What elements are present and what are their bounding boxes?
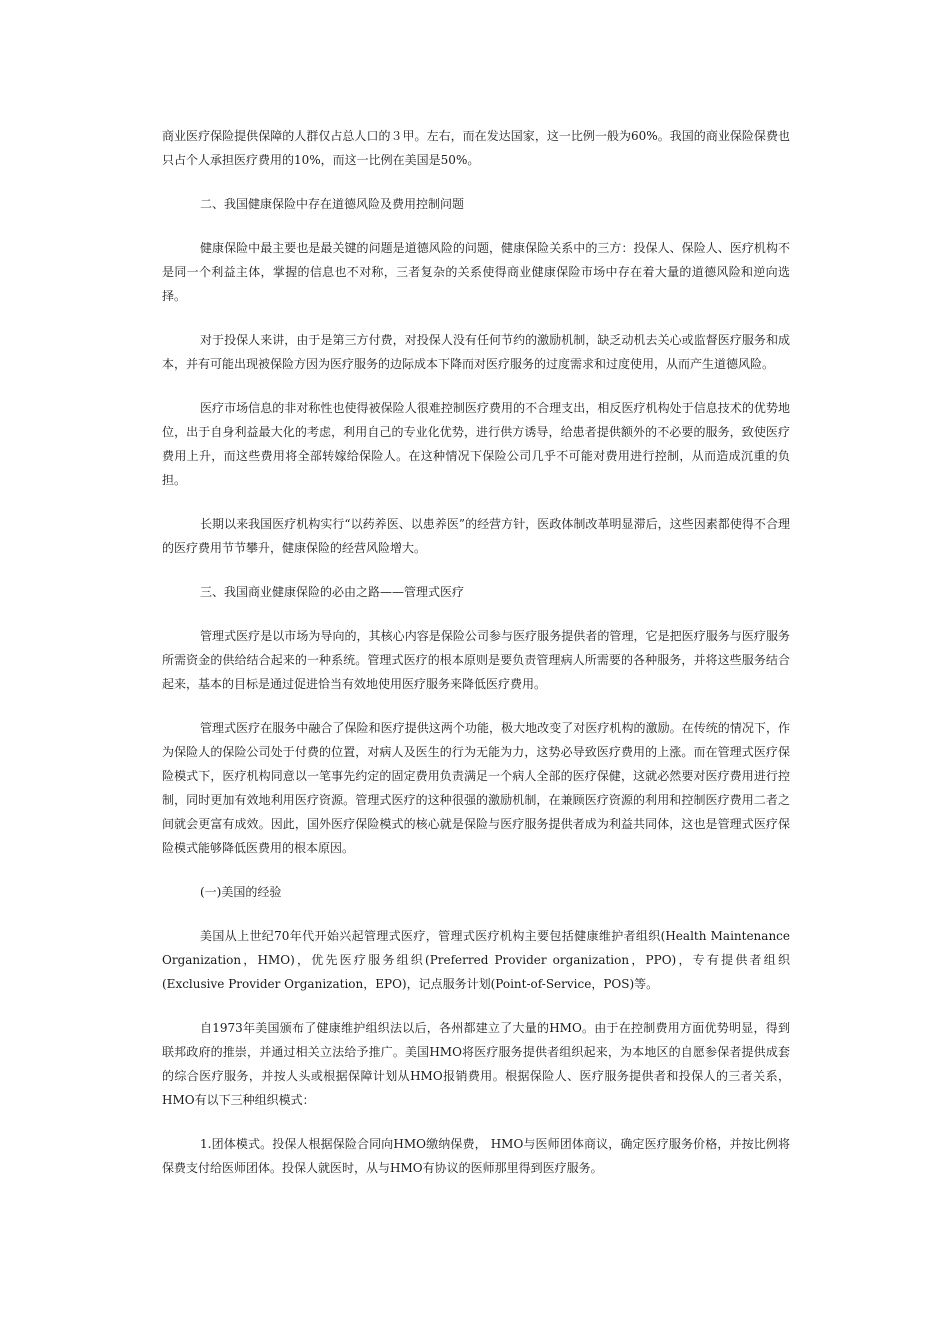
- section-heading-two: 二、我国健康保险中存在道德风险及费用控制问题: [200, 197, 465, 211]
- paragraph: 1.团体模式。投保人根据保险合同向HMO缴纳保费， HMO与医师团体商议，确定医疗服务价格，并按比例将保费支付给医师团体。投保人就医时，从与HMO有协议的医师那里得到医疗服务。: [162, 1137, 790, 1175]
- paragraph: 医疗市场信息的非对称性也使得被保险人很难控制医疗费用的不合理支出，相反医疗机构处于信息技术的优势地位，出于自身利益最大化的考虑，利用自己的专业化优势，进行供方诱导，给患者提供额外的不必要的服务，致使医疗费用上升，而这些费用将全部转嫁给保险人。在这种情况下保险公司几乎不可能对费用进行控制，从而造成沉重的负担。: [162, 401, 790, 487]
- paragraph: 自1973年美国颁布了健康维护组织法以后，各州都建立了大量的HMO。由于在控制费用方面优势明显，得到联邦政府的推崇，并通过相关立法给予推广。美国HMO将医疗服务提供者组织起来，为本地区的自愿参保者提供成套的综合医疗服务，并按人头或根据保障计划从HMO报销费用。根据保险人、医疗服务提供者和投保人的三者关系，HMO有以下三种组织模式：: [162, 1021, 790, 1107]
- paragraph: 健康保险中最主要也是最关键的问题是道德风险的问题，健康保险关系中的三方：投保人、保险人、医疗机构不是同一个利益主体，掌握的信息也不对称，三者复杂的关系使得商业健康保险市场中存在着大量的道德风险和逆向选择。: [162, 241, 790, 303]
- paragraph: 对于投保人来讲，由于是第三方付费，对投保人没有任何节约的激励机制，缺乏动机去关心或监督医疗服务和成本，并有可能出现被保险方因为医疗服务的边际成本下降而对医疗服务的过度需求和过度使用，从而产生道德风险。: [162, 333, 790, 371]
- paragraph-intro: 商业医疗保险提供保障的人群仅占总人口的３甲。左右，而在发达国家，这一比例一般为60%。我国的商业保险保费也只占个人承担医疗费用的10%，而这一比例在美国是50%。: [162, 129, 790, 167]
- paragraph: 美国从上世纪70年代开始兴起管理式医疗，管理式医疗机构主要包括健康维护者组织(Health Maintenance Organization，HMO)，优先医疗服务组织(Preferred Provider organization，PPO)，专有提供者组织(Exclusive Provider Organization，EPO)，记点服务计划(Point-of-Service，POS)等。: [162, 929, 790, 991]
- paragraph: 管理式医疗在服务中融合了保险和医疗提供这两个功能，极大地改变了对医疗机构的激励。在传统的情况下，作为保险人的保险公司处于付费的位置，对病人及医生的行为无能为力，这势必导致医疗费用的上涨。而在管理式医疗保险模式下，医疗机构同意以一笔事先约定的固定费用负责满足一个病人全部的医疗保健，这就必然要对医疗费用进行控制，同时更加有效地利用医疗资源。管理式医疗的这种很强的激励机制，在兼顾医疗资源的利用和控制医疗费用二者之间就会更富有成效。因此，国外医疗保险模式的核心就是保险与医疗服务提供者成为利益共同体，这也是管理式医疗保险模式能够降低医费用的根本原因。: [162, 721, 790, 855]
- subsection-heading-us: (一)美国的经验: [200, 885, 282, 899]
- section-heading-three: 三、我国商业健康保险的必由之路——管理式医疗: [200, 585, 465, 599]
- document-body: [162, 124, 790, 1200]
- paragraph: 管理式医疗是以市场为导向的，其核心内容是保险公司参与医疗服务提供者的管理，它是把医疗服务与医疗服务所需资金的供给结合起来的一种系统。管理式医疗的根本原则是要负责管理病人所需要的各种服务，并将这些服务结合起来，基本的目标是通过促进恰当有效地使用医疗服务来降低医疗费用。: [162, 629, 790, 691]
- paragraph: 长期以来我国医疗机构实行“以药养医、以患养医”的经营方针，医政体制改革明显滞后，这些因素都使得不合理的医疗费用节节攀升，健康保险的经营风险增大。: [162, 517, 790, 555]
